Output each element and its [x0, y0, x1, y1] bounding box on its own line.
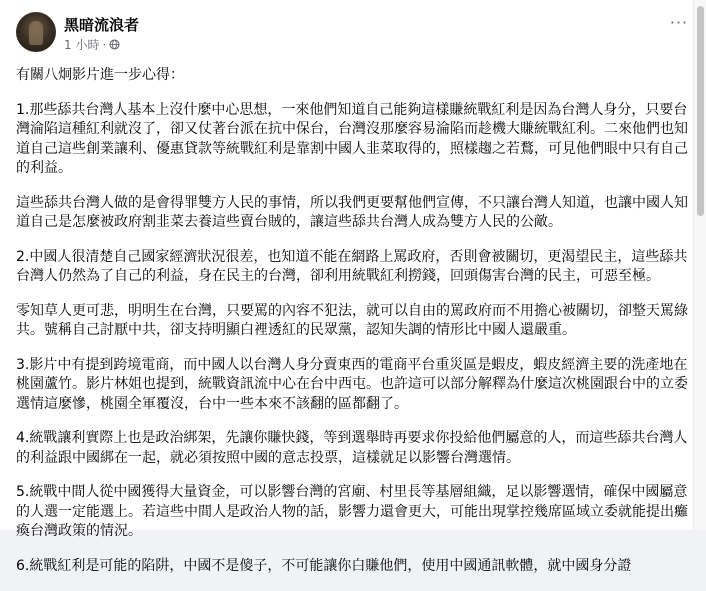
post-paragraph: 2.中國人很清楚自己國家經濟狀況很差，也知道不能在網路上罵政府，否則會被關切，更渴望民主，這些舔共台灣人仍然為了自己的利益，身在民主的台灣，卻利用統戰紅利撈錢，回頭傷害台灣的民主，可惡至極。 — [16, 248, 688, 284]
meta-separator: · — [102, 38, 107, 52]
post-paragraph: 6.統戰紅利是可能的陷阱，中國不是傻子，不可能讓你白賺他們，使用中國通訊軟體，就中國身分證 — [16, 557, 632, 574]
post-body — [16, 66, 688, 591]
scrollbar[interactable] — [693, 0, 706, 530]
post-timestamp[interactable]: 1 小時 — [64, 38, 100, 52]
post-paragraph: 4.統戰讓利實際上也是政治綁架，先讓你賺快錢，等到選舉時再要求你投給他們屬意的人，而這些舔共台灣人的利益跟中國綁在一起，就必須按照中國的意志投票，這樣就足以影響台灣選情。 — [16, 430, 688, 466]
more-options-button[interactable]: ··· — [669, 13, 689, 32]
author-name[interactable]: 黑暗流浪者 — [64, 16, 140, 34]
post-meta — [64, 36, 120, 53]
scrollbar-thumb[interactable] — [697, 6, 704, 216]
post-paragraph: 有關八炯影片進一步心得： — [16, 67, 184, 83]
public-globe-icon[interactable] — [109, 39, 120, 50]
post-paragraph: 5.統戰中間人從中國獲得大量資金，可以影響台灣的宮廟、村里長等基層組織，足以影響選情，確保中國屬意的人選一定能選上。若這些中間人是政治人物的話，影響力還會更大，可能出現掌控幾席區域立委就能提出癱瘓台灣政策的情況。 — [16, 484, 688, 539]
author-avatar[interactable] — [16, 12, 56, 52]
post-paragraph: 零知草人更可悲，明明生在台灣，只要罵的內容不犯法，就可以自由的罵政府而不用擔心被關切，卻整天罵綠共。號稱自己討厭中共，卻支持明顯白裡透紅的民眾黨，認知失調的情形比中國人還嚴重。 — [16, 302, 688, 338]
post-paragraph: 1.那些舔共台灣人基本上沒什麼中心思想，一來他們知道自己能夠這樣賺統戰紅利是因為台灣人身分，只要台灣淪陷這種紅利就沒了，卻又仗著台派在抗中保台，台灣沒那麼容易淪陷而趁機大賺統戰紅利。二來他們也知道自己這些創業讓利、優惠貸款等統戰紅利是靠割中國人韭菜取得的，照樣趨之若鶩，可見他們眼中只有自己的利益。 — [16, 101, 688, 176]
post-paragraph: 3.影片中有提到跨境電商，而中國人以台灣人身分賣東西的電商平台重災區是蝦皮，蝦皮經濟主要的洗產地在桃園蘆竹。影片林姐也提到，統戰資訊流中心在台中西屯。也許這可以部分解釋為什麼這次桃園跟台中的立委選情這麼慘，桃園全軍覆沒，台中一些本來不該翻的區都翻了。 — [16, 356, 688, 412]
post-paragraph: 這些舔共台灣人做的是會得罪雙方人民的事情，所以我們更要幫他們宣傳，不只讓台灣人知道，也讓中國人知道自己是怎麼被政府割韭菜去養這些賣台賊的，讓這些舔共台灣人成為雙方人民的公敵。 — [16, 194, 688, 230]
post-header — [16, 12, 696, 56]
